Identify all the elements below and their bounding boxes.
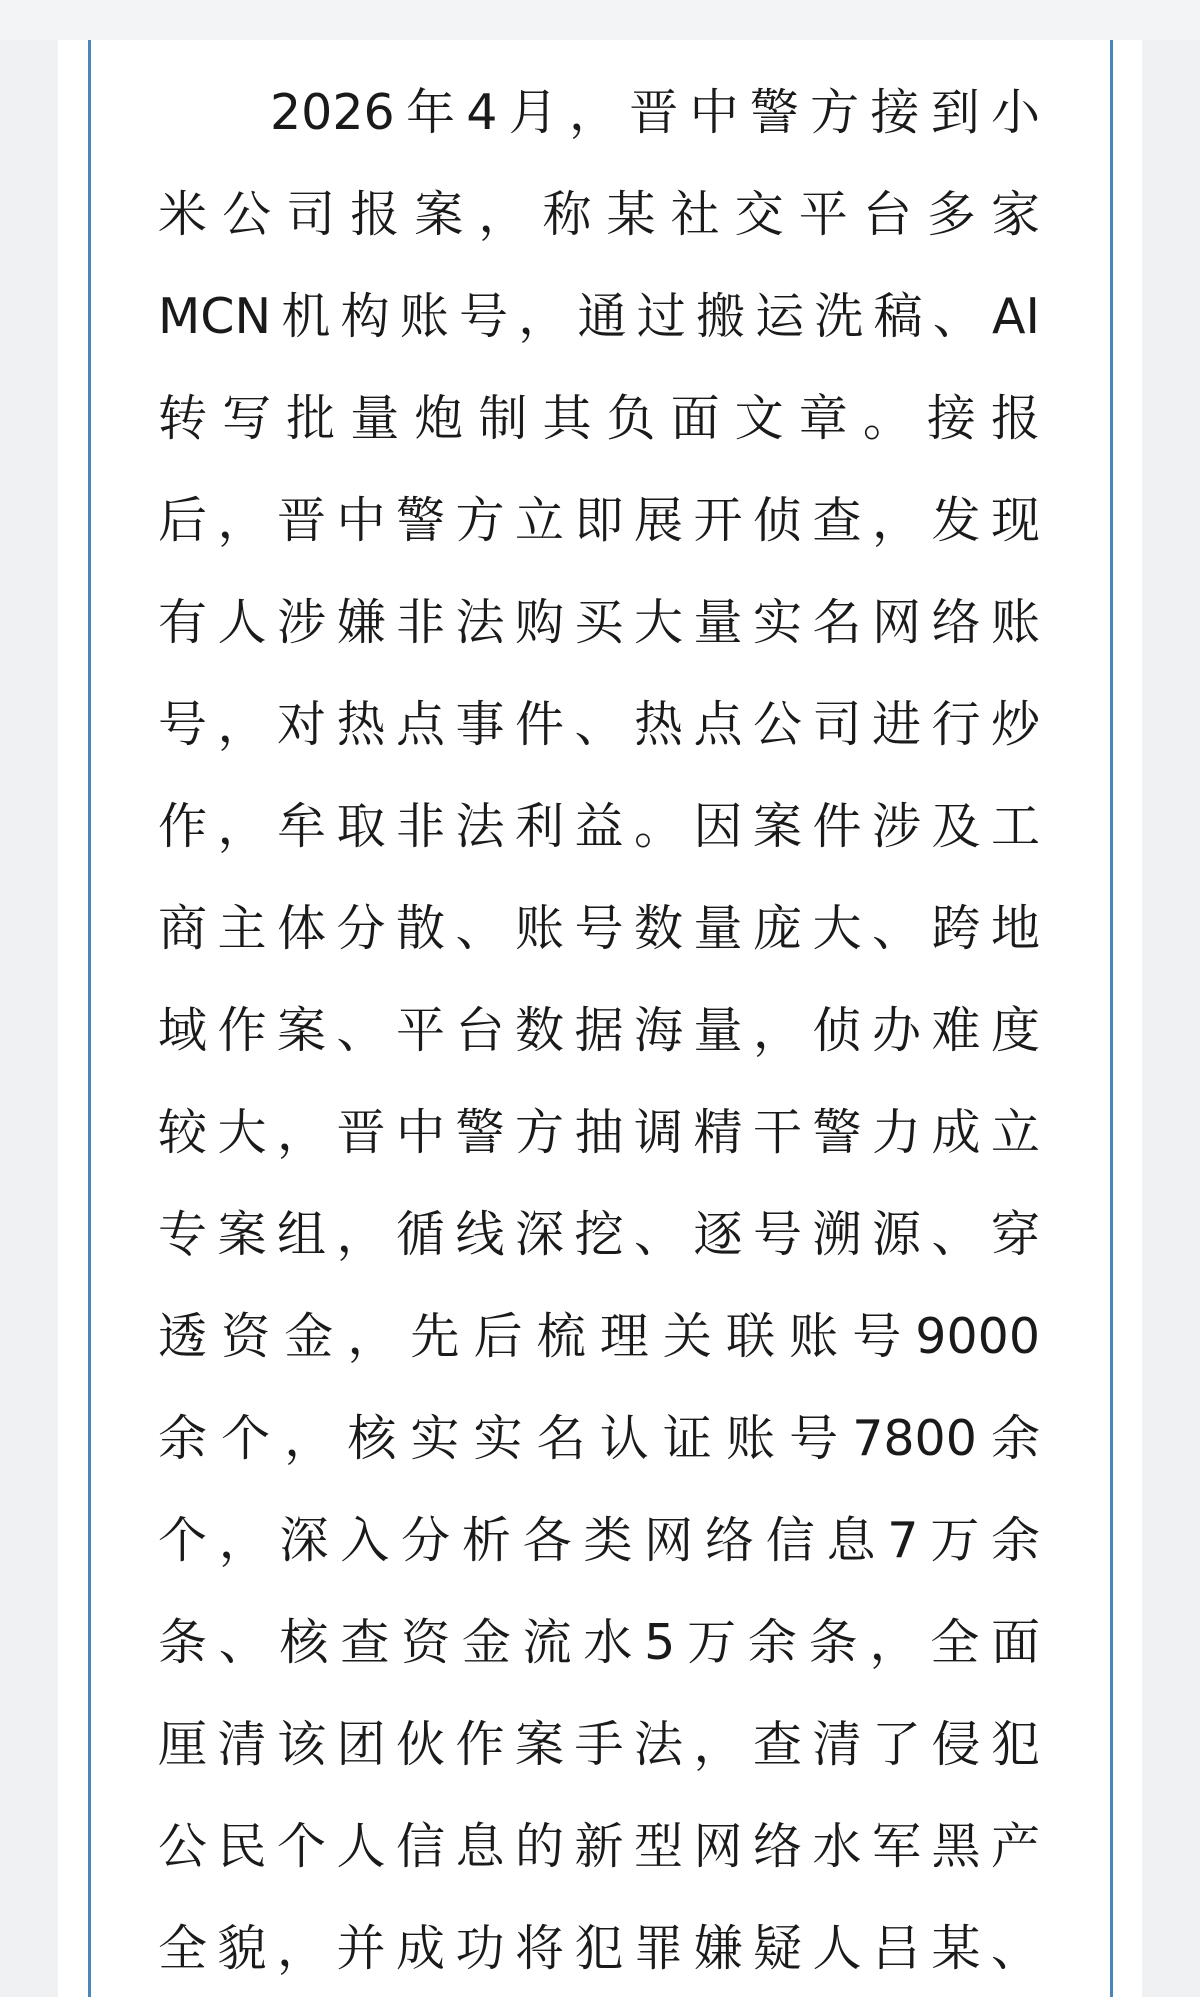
text-line: 作，牟取非法利益。因案件涉及工 [158, 798, 1040, 855]
text-line: 公民个人信息的新型网络水军黑产 [158, 1818, 1040, 1875]
top-band [0, 0, 1200, 40]
text-line: 有人涉嫌非法购买大量实名网络账 [158, 594, 1040, 651]
frame-border-right [1110, 40, 1113, 1997]
text-line: 2026年4月，晋中警方接到小 [270, 84, 1040, 141]
text-line: 全貌，并成功将犯罪嫌疑人吕某、 [158, 1920, 1040, 1977]
text-line: 专案组，循线深挖、逐号溯源、穿 [158, 1206, 1040, 1263]
text-line: 余个，核实实名认证账号7800余 [158, 1410, 1040, 1467]
text-line: 商主体分散、账号数量庞大、跨地 [158, 900, 1040, 957]
text-line: 转写批量炮制其负面文章。接报 [158, 390, 1040, 447]
text-line: 后，晋中警方立即展开侦查，发现 [158, 492, 1040, 549]
text-line: 号，对热点事件、热点公司进行炒 [158, 696, 1040, 753]
text-line: MCN机构账号，通过搬运洗稿、AI [158, 288, 1040, 345]
text-line: 个，深入分析各类网络信息7万余 [158, 1512, 1040, 1569]
text-line: 厘清该团伙作案手法，查清了侵犯 [158, 1716, 1040, 1773]
text-line: 域作案、平台数据海量，侦办难度 [158, 1002, 1040, 1059]
text-line: 条、核查资金流水5万余条，全面 [158, 1614, 1040, 1671]
text-line: 米公司报案，称某社交平台多家 [158, 186, 1040, 243]
article-body [158, 62, 1040, 1997]
left-margin [0, 40, 58, 1997]
text-line: 透资金，先后梳理关联账号9000 [158, 1308, 1040, 1365]
frame-border-left [88, 40, 91, 1997]
right-margin [1142, 40, 1200, 1997]
text-line: 较大，晋中警方抽调精干警力成立 [158, 1104, 1040, 1161]
